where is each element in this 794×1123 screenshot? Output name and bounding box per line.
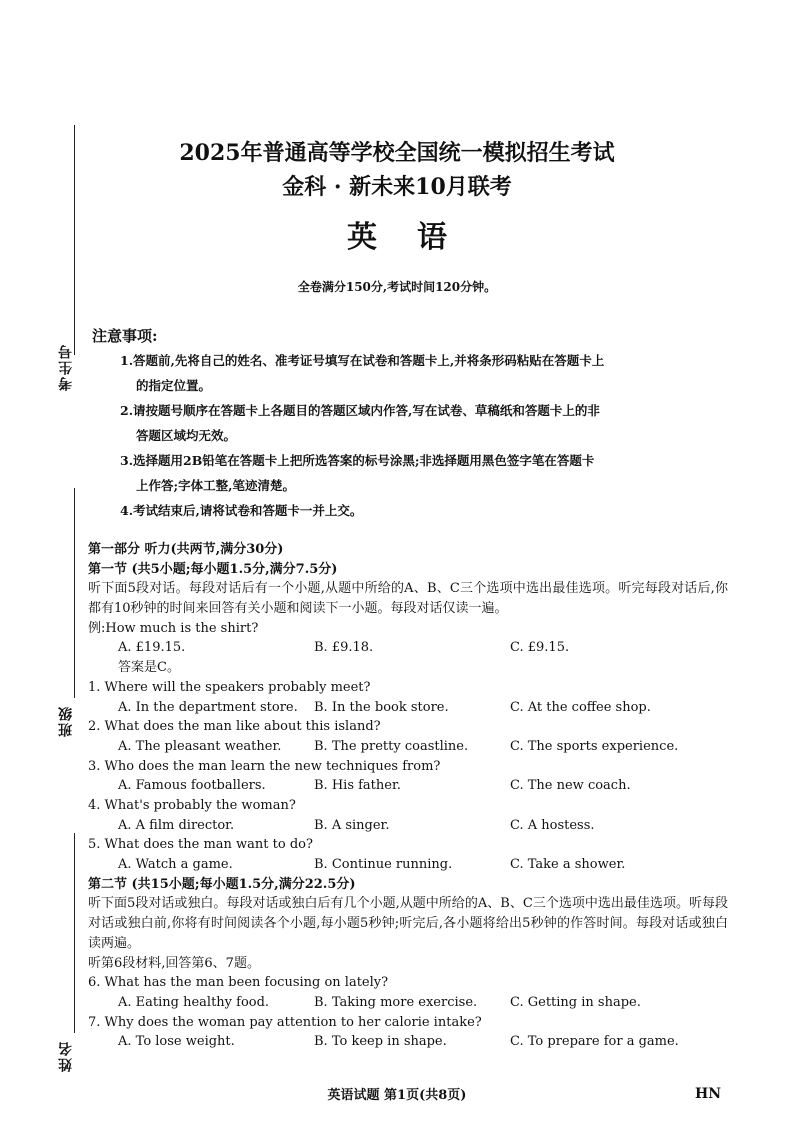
section1-intro: 听下面5段对话。每段对话后有一个小题,从题中所给的A、B、C三个选项中选出最佳选项。听完每段对话后,你都有10秒钟的时间来回答有关小题和阅读下一小题。每段对话仅读一遍。: [88, 581, 728, 617]
option-b: B. Continue running.: [314, 857, 453, 873]
option-c: C. A hostess.: [510, 817, 595, 833]
part1-title: 第一部分 听力(共两节,满分30分): [88, 542, 284, 557]
option-c: C. To prepare for a game.: [510, 1034, 679, 1050]
question-options: [88, 737, 728, 757]
option-a: A. Famous footballers.: [118, 778, 266, 794]
option-b: B. His father.: [314, 778, 401, 794]
option-a: A. To lose weight.: [118, 1034, 235, 1050]
listening-part: [88, 540, 728, 1052]
section2-title: 第二节 (共15小题;每小题1.5分,满分22.5分): [88, 876, 356, 892]
option-b: B. In the book store.: [314, 699, 449, 715]
option-c: C. The new coach.: [510, 778, 631, 794]
exam-subtitle: 金科 · 新未来10月联考: [282, 174, 512, 200]
name-label: 姓名: [58, 1040, 74, 1072]
page-footer: 英语试题 第1页(共8页): [327, 1088, 467, 1103]
option-a: A. Eating healthy food.: [118, 994, 270, 1010]
exam-title: 2025年普通高等学校全国统一模拟招生考试: [179, 140, 615, 166]
region-code: HN: [695, 1086, 722, 1102]
option-c: C. The sports experience.: [510, 738, 679, 754]
question-options: [88, 993, 728, 1013]
question-text: 3. Who does the man learn the new techniques from?: [88, 758, 441, 774]
question-options: [88, 776, 728, 796]
notice-list: [120, 348, 730, 523]
question-text: 2. What does the man like about this island?: [88, 719, 381, 735]
notice-item: 3.选择题用2B铅笔在答题卡上把所选答案的标号涂黑;非选择题用黑色签字笔在答题卡 上作答;字体工整,笔迹清楚。: [120, 453, 595, 493]
example-options: A. £19.15. B. £9.18. C. £9.15.: [118, 640, 570, 656]
question-text: 4. What's probably the woman?: [88, 797, 296, 813]
option-b: B. To keep in shape.: [314, 1034, 447, 1050]
option-b: B. Taking more exercise.: [314, 994, 478, 1010]
binding-line-middle: [74, 488, 75, 698]
question-text: 7. Why does the woman pay attention to her calorie intake?: [88, 1014, 482, 1030]
question-text: 5. What does the man want to do?: [88, 837, 313, 853]
question-options: [88, 855, 728, 875]
option-b: B. The pretty coastline.: [314, 738, 469, 754]
option-a: A. Watch a game.: [118, 857, 233, 873]
example-question: 例:How much is the shirt?: [88, 620, 259, 636]
notice-item: 2.请按题号顺序在答题卡上各题目的答题区域内作答,写在试卷、草稿纸和答题卡上的非 答题区域均无效。: [120, 403, 600, 443]
exam-number-label: 考生号: [58, 343, 74, 391]
section2-sub: 听第6段材料,回答第6、7题。: [88, 955, 260, 971]
question-text: 6. What has the man been focusing on lately?: [88, 975, 389, 991]
question-options: [88, 816, 728, 836]
class-label: 班级: [58, 705, 74, 737]
example-answer: 答案是C。: [118, 660, 180, 676]
section2-intro: 听下面5段对话或独白。每段对话或独白后有几个小题,从题中所给的A、B、C三个选项中选出最佳选项。听每段对话或独白前,你将有时间阅读各个小题,每小题5秒钟;听完后,各小题将给出5秒钟的作答时间。每段对话或独白读两遍。: [88, 896, 728, 951]
option-b: B. A singer.: [314, 817, 390, 833]
section1-title: 第一节 (共5小题;每小题1.5分,满分7.5分): [88, 561, 338, 577]
question-options: [88, 698, 728, 718]
notice-item: 4.考试结束后,请将试卷和答题卡一并上交。: [120, 503, 363, 518]
score-note: 全卷满分150分,考试时间120分钟。: [297, 280, 497, 294]
option-c: C. At the coffee shop.: [510, 699, 651, 715]
option-c: C. Take a shower.: [510, 857, 626, 873]
question-options: [88, 1032, 728, 1052]
question-text: 1. Where will the speakers probably meet?: [88, 679, 371, 695]
option-a: A. A film director.: [118, 817, 235, 833]
notice-title: 注意事项:: [92, 327, 158, 345]
option-a: A. The pleasant weather.: [118, 738, 282, 754]
option-c: C. Getting in shape.: [510, 994, 641, 1010]
notice-item: 1.答题前,先将自己的姓名、准考证号填写在试卷和答题卡上,并将条形码粘贴在答题卡上 的指定位置。: [120, 353, 605, 393]
option-a: A. In the department store.: [118, 699, 298, 715]
binding-line-bottom: [74, 833, 75, 1033]
subject-title: 英语: [347, 220, 487, 255]
